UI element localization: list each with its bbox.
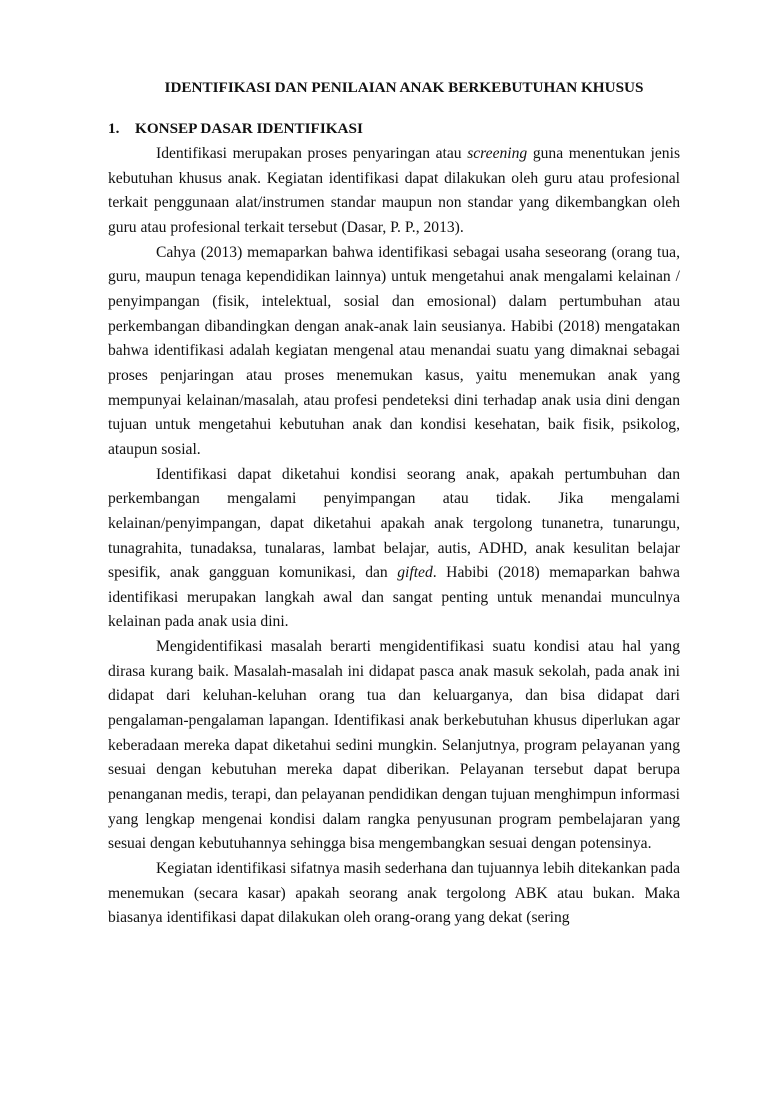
paragraph-5: Kegiatan identifikasi sifatnya masih sederhana dan tujuannya lebih ditekankan pada menemukan (secara kasar) apakah seorang anak tergolong ABK atau bukan. Maka biasanya identifikasi dapat dilakukan oleh orang-orang yang dekat (sering (108, 860, 680, 927)
paragraph-3-text-b: . Habibi (2018) memaparkan bahwa identifikasi merupakan langkah awal dan sangat penting untuk menandai munculnya kelainan pada anak usia dini. (108, 564, 680, 631)
section-heading (108, 118, 680, 140)
document-page (0, 77, 768, 1101)
paragraph-4: Mengidentifikasi masalah berarti mengidentifikasi suatu kondisi atau hal yang dirasa kurang baik. Masalah-masalah ini didapat pasca anak masuk sekolah, pada anak ini didapat dari keluhan-keluhan orang tua dan keluarganya, dan bisa didapat dari pengalaman-pengalaman lapangan. Identifikasi anak berkebutuhan khusus diperlukan agar keberadaan mereka dapat diketahui sedini mungkin. Selanjutnya, program pelayanan yang sesuai dengan kebutuhan mereka dapat diberikan. Pelayanan tersebut dapat berupa penanganan medis, terapi, dan pelayanan pendidikan dengan tujuan menghimpun informasi yang lengkap mengenai kondisi dalam rangka penyusunan program pembelajaran yang sesuai dengan kebutuhannya sehingga bisa mengembangkan sesuai dengan potensinya. (108, 638, 680, 853)
document-body (108, 142, 680, 931)
paragraph-1-italic-term: screening (467, 145, 528, 162)
paragraph-3-italic-term: gifted (397, 564, 433, 582)
paragraph-1-text-a: Identifikasi merupakan proses penyaringan atau (156, 145, 468, 162)
section-number: 1. (108, 120, 120, 137)
section-title: KONSEP DASAR IDENTIFIKASI (135, 120, 363, 137)
document-title: IDENTIFIKASI DAN PENILAIAN ANAK BERKEBUTUHAN KHUSUS (164, 79, 644, 96)
paragraph-3-text-a: Identifikasi dapat diketahui kondisi seorang anak, apakah pertumbuhan dan perkembangan mengalami penyimpangan atau tidak. Jika mengalami kelainan/penyimpangan, dapat diketahui apakah anak tergolong tunanetra, tunarungu, tunagrahita, tunadaksa, tunalaras, lambat belajar, autis, ADHD, anak kesulitan belajar spesifik, anak gangguan komunikasi, dan (108, 465, 680, 582)
paragraph-2: Cahya (2013) memaparkan bahwa identifikasi sebagai usaha seseorang (orang tua, guru, maupun tenaga kependidikan lainnya) untuk mengetahui anak mengalami kelainan / penyimpangan (fisik, intelektual, sosial dan emosional) dalam pertumbuhan atau perkembangan dibandingkan dengan anak-anak lain seusianya. Habibi (2018) mengatakan bahwa identifikasi adalah kegiatan mengenal atau menandai suatu yang dimaknai sebagai proses penjaringan atau proses menemukan kasus, yaitu menemukan anak yang mempunyai kelainan/masalah, atau profesi pendeteksi dini terhadap anak usia dini dengan tujuan untuk mengetahui kebutuhan anak dan kondisi kesehatan, baik fisik, psikolog, ataupun sosial. (108, 243, 680, 458)
paragraph-3 (108, 463, 680, 636)
paragraph-1-text-b: guna menentukan jenis kebutuhan khusus anak. Kegiatan identifikasi dapat dilakukan oleh guru atau profesional terkait penggunaan alat/instrumen standar maupun non standar yang dikembangkan oleh guru atau profesional terkait tersebut (Dasar, P. P., 2013). (108, 145, 681, 236)
paragraph-1 (108, 142, 680, 241)
